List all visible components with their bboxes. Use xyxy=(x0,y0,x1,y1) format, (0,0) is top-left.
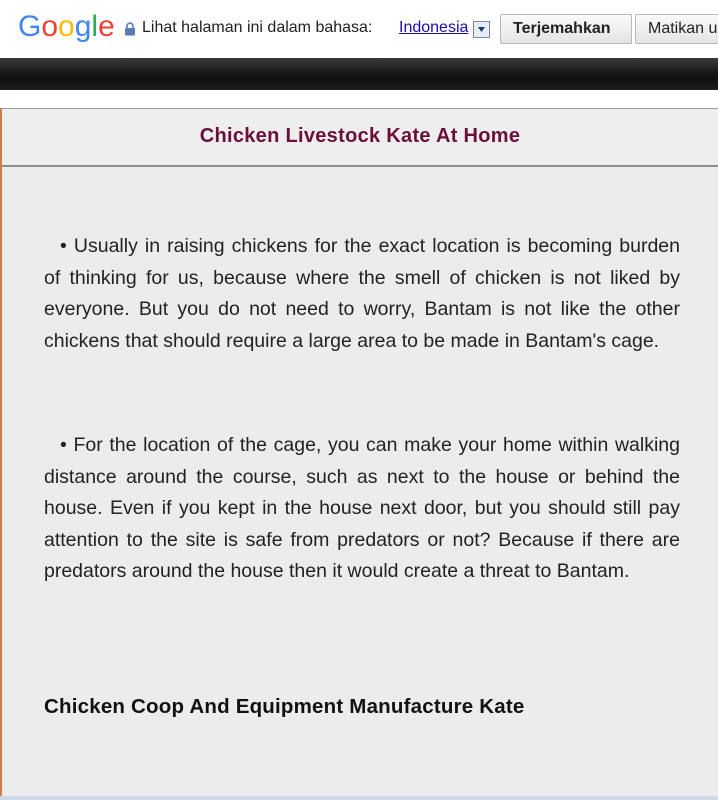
logo-letter: g xyxy=(74,10,92,43)
logo-letter: o xyxy=(41,10,59,43)
logo-letter: l xyxy=(91,10,99,43)
logo-letter: G xyxy=(18,10,42,43)
page-title: Chicken Livestock Kate At Home xyxy=(199,125,521,147)
bottom-edge xyxy=(0,796,718,800)
article-title-bar xyxy=(2,109,718,167)
turn-off-translation-button[interactable]: Matikan u xyxy=(635,14,718,44)
logo-letter: o xyxy=(58,10,75,43)
article-content xyxy=(0,108,718,800)
site-header-band xyxy=(0,58,718,90)
google-logo xyxy=(18,9,115,45)
logo-letter: e xyxy=(98,10,115,43)
article-paragraph xyxy=(44,231,680,357)
article-paragraph xyxy=(44,430,680,588)
header-spacer xyxy=(0,90,718,108)
translate-prompt: Lihat halaman ini dalam bahasa: xyxy=(142,19,373,36)
section-heading: Chicken Coop And Equipment Manufacture Kate xyxy=(44,695,525,718)
language-select[interactable]: Indonesia xyxy=(399,19,469,36)
paragraph-text: • Usually in raising chickens for the exact location is becoming burden of thinking for us, because where the smell of chicken is not liked by everyone. But you do not need to worry, Bantam is not like the other chickens that should require a large area to be made in Bantam's cage. xyxy=(44,235,680,352)
google-translate-bar xyxy=(0,0,718,59)
language-dropdown-button[interactable] xyxy=(473,21,490,38)
chevron-down-icon xyxy=(474,22,489,37)
lock-icon xyxy=(124,22,136,36)
translate-button[interactable]: Terjemahkan xyxy=(500,14,632,44)
paragraph-text: • For the location of the cage, you can make your home within walking distance around the course, such as next to the house or behind the house. Even if you kept in the house next door, but you should still pay attention to the site is safe from predators or not? Because if there are predators around the house then it would create a threat to Bantam. xyxy=(44,434,680,583)
